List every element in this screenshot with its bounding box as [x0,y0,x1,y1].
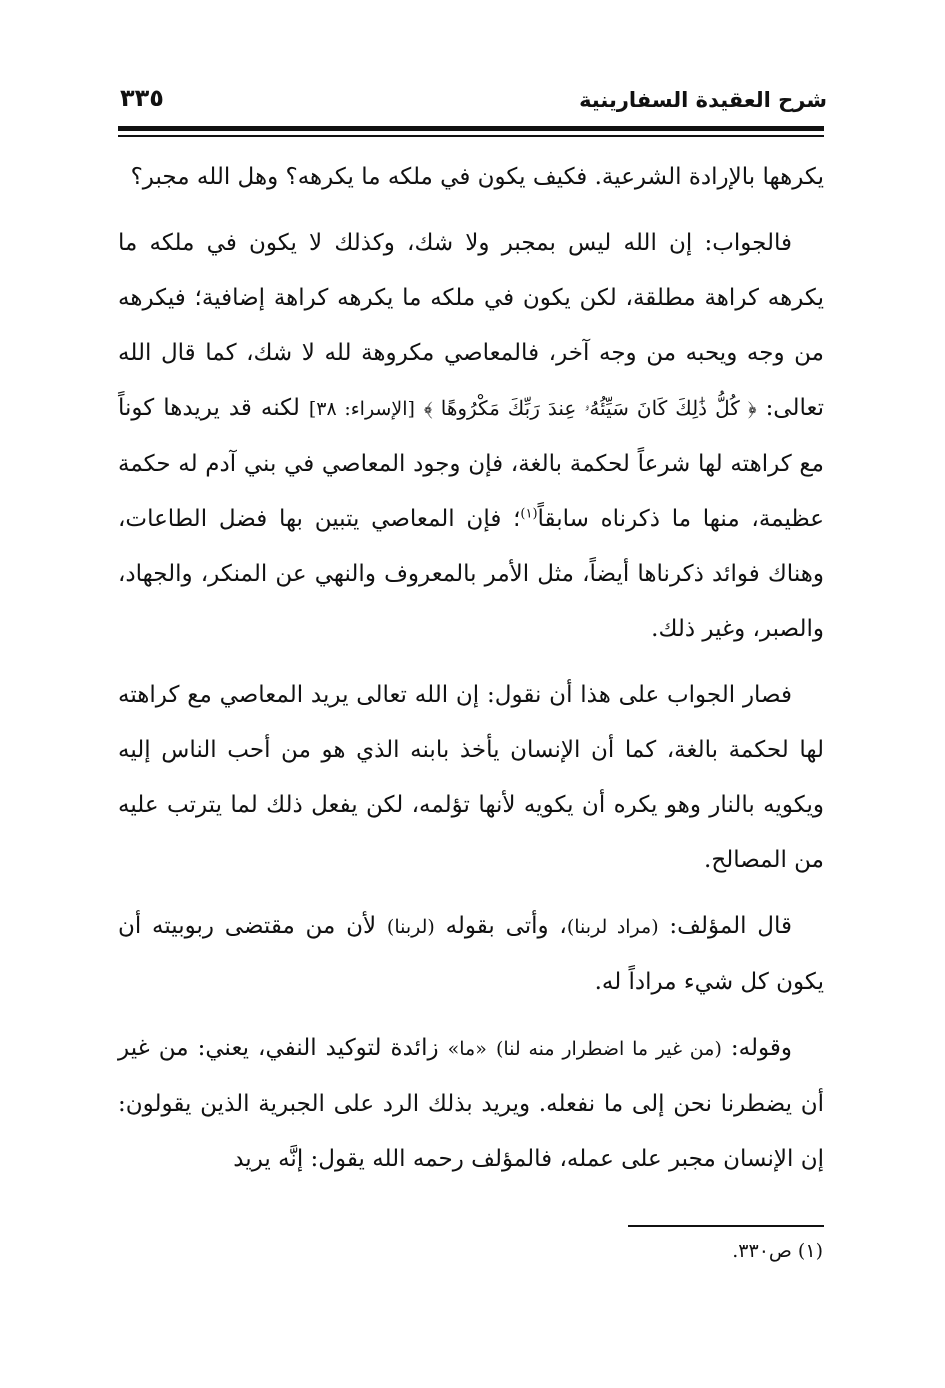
paragraph-2-end: ؛ فإن المعاصي يتبين بها فضل الطاعات، وهناك فوائد ذكرناها أيضاً، مثل الأمر بالمعروف والنهي عن المنكر، والجهاد، والصبر، وغير ذلك. [118,506,824,642]
verse-reference: [الإسراء: ٣٨] [308,398,415,420]
poem-quote-3: (من غير ما اضطرار منه لنا) [495,1038,722,1060]
header-rule-thick [118,126,824,131]
paragraph-3: فصار الجواب على هذا أن نقول: إن الله تعالى يريد المعاصي مع كراهته لها لحكمة بالغة، كما أن الإنسان يأخذ بابنه الذي هو من أحب الناس إليه ويكويه بالنار وهو يكره أن يكويه لأنها تؤلمه، لكن يفعل ذلك لما يترتب عليه من المصالح. [118,682,824,873]
body-text [118,150,824,1198]
paragraph-2 [118,216,824,657]
paragraph-2-start: فالجواب: إن الله ليس بمجبر ولا شك، وكذلك لا يكون في ملكه ما يكرهه كراهة مطلقة، لكن يكون في ملكه ما يكرهه كراهة إضافية؛ فيكرهه من وجه ويحبه من وجه آخر، فالمعاصي مكروهة لله لا شك، كما قال الله تعالى: [118,230,824,421]
footnote-1: (١) ص٣٣٠. [732,1240,823,1262]
paragraph-4-middle: ، وأتى بقوله [434,913,567,939]
quran-verse: ﴿ كُلُّ ذَٰلِكَ كَانَ سَيِّئُهُۥ عِندَ رَبِّكَ مَكْرُوهًا ﴾ [423,396,757,420]
footnote-marker: (١) [520,506,538,522]
paragraph-4 [118,899,824,1010]
paragraph-5-start: وقوله: [721,1035,792,1061]
paragraph-4-end: لأن من مقتضى ربوبيته أن يكون كل شيء مراداً له. [118,913,824,995]
header-rule-thin [118,135,824,137]
paragraph-5-end: زائدة لتوكيد النفي، يعني: من غير أن يضطرنا نحن إلى ما نفعله. ويريد بذلك الرد على الجبرية الذين يقولون: إن الإنسان مجبر على عمله، فالمؤلف رحمه الله يقول: إنَّه يريد [118,1035,824,1172]
paragraph-5 [118,1021,824,1187]
paragraph-1: يكرهها بالإرادة الشرعية. فكيف يكون في ملكه ما يكرهه؟ وهل الله مجبر؟ [130,164,824,190]
paragraph-5-middle [487,1035,496,1061]
poem-quote-2: (لربنا) [386,916,435,938]
running-header-title: شرح العقيدة السفارينية [579,88,827,112]
footnote-rule [628,1225,824,1227]
paragraph-4-start: قال المؤلف: [658,913,793,939]
paragraph-2-middle: لكنه قد يريدها كوناً مع كراهته لها شرعاً لحكمة بالغة، فإن وجود المعاصي في بني آدم له حكمة عظيمة، منها ما ذكرناه سابقاً [118,395,824,532]
quoted-word: «ما» [447,1038,487,1060]
page-number: ٣٣٥ [120,84,164,112]
poem-quote-1: (مراد لربنا) [566,916,659,938]
